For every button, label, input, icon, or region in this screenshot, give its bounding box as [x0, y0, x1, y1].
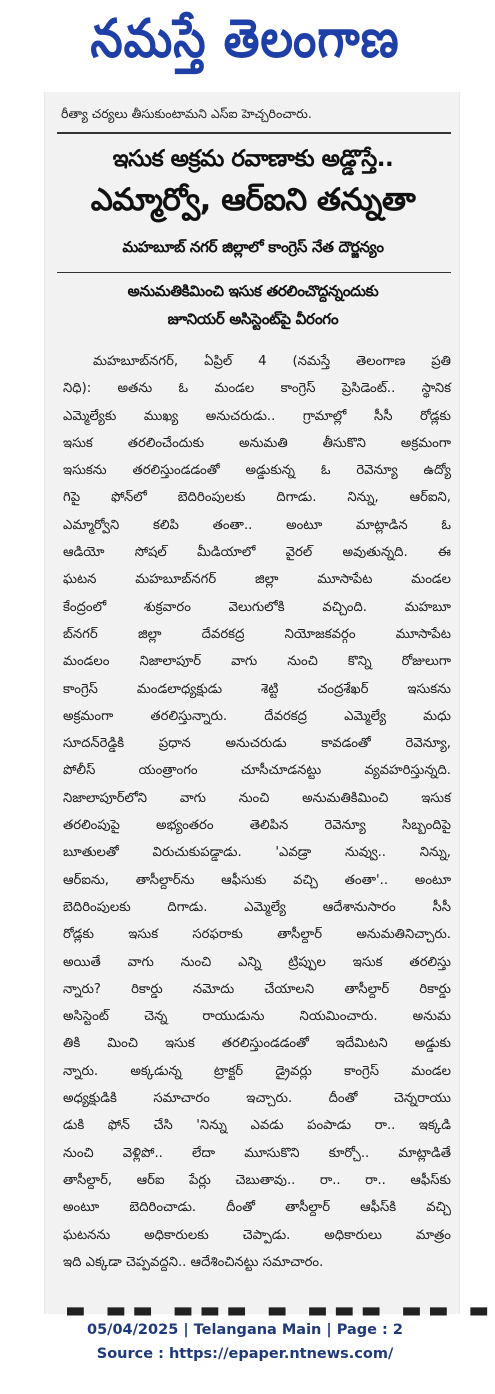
article-body-line: మహబూబ్‌నగర్, ఏప్రిల్ 4 (నమస్తే తెలంగాణ ప్రతి [93, 354, 451, 369]
article-body-line: డుకి ఫోన్ చేసి 'నిన్ను ఎవడు పంపాడు రా.. ఇక్కడి [63, 1118, 451, 1134]
article-body-line: న్నారు. అక్కడున్న ట్రాక్టర్ డ్రైవర్లు కాంగ్రెస్ మండల [63, 1063, 451, 1079]
page-footer [0, 1318, 490, 1366]
article-body-line: తికి మించి ఇసుక తరలిస్తుండడంతో ఇదేమిటని అడ్డుకు [63, 1036, 451, 1052]
subheadline-rule [57, 272, 451, 273]
article-body-line: ఎమ్మార్వోని కలిపి తంతా.. అంటూ మాట్లాడిన ఓ [63, 517, 451, 533]
article-body-line: అంటూ బెదిరించాడు. దీంతో తాసీల్దార్ ఆఫీస్‌కి వచ్చి [63, 1200, 451, 1216]
article-body-line: ఘటన మహబూబ్‌నగర్ జిల్లా మూసాపేట మండల [63, 572, 451, 588]
article-body-line: నిధి): అతను ఓ మండల కాంగ్రెస్ ప్రెసిడెంట్.. స్థానిక [63, 381, 451, 397]
article-body-line: కాంగ్రెస్ మండలాధ్యక్షుడు శెట్టి చంద్రశేఖర్ ఇసుకను [63, 681, 451, 697]
article-body-line: పోలీస్ యంత్రాంగం చూసీచూడనట్టు వ్యవహరిస్తున్నది. [63, 763, 451, 779]
article-body-line: ఘటనను అధికారులకు చెప్పాడు. అధికారులు మాత్రం [63, 1227, 451, 1243]
news-clipping [44, 92, 495, 1323]
article-body-line: నుంచి వెళ్లిపో.. లేదా మూసుకొని కూర్చో.. మాట్లాడితే [63, 1145, 451, 1161]
article-body-line: ఆర్ఐను, తాసీల్దార్‌ను ఆఫీసుకు వచ్చి తంతా'.. అంటూ [63, 872, 451, 888]
article-body-line: అయితే వాగు నుంచి ఎన్ని ట్రిప్పుల ఇసుక తరలిస్తు [63, 954, 451, 970]
article-body-line: సూదన్‌రెడ్డికి ప్రధాన అనుచరుడు కావడంతో రెవెన్యూ, [63, 736, 451, 752]
source-link[interactable]: Source : https://epaper.ntnews.com/ [96, 1346, 394, 1362]
article-body-line: నిజాలాపూర్‌లోని వాగు నుంచి అనుమతికిమించి ఇసుక [63, 790, 451, 806]
article-body-line: తాసీల్దార్, ఆర్ఐ పేర్లు చెబుతావు.. రా.. రా.. ఆఫీస్‌కు [63, 1172, 451, 1188]
article-body-line: అధ్యక్షుడికి సమాచారం ఇచ్చారు. దీంతో చెన్నరాయు [63, 1091, 451, 1107]
article-body-line: ఇది ఎక్కడా చెప్పవద్దని.. ఆదేశించినట్టు సమాచారం. [63, 1254, 324, 1270]
article-body-line: బెదిరింపులకు దిగాడు. ఎమ్మెల్యే ఆదేశానుసారం సీసీ [63, 899, 451, 915]
article-body-line: ఎమ్మెల్యేకు ముఖ్య అనుచరుడు.. గ్రామాల్లో సీసీ రోడ్లకు [63, 408, 451, 424]
newspaper-logo: నమస్తే తెలంగాణ [90, 7, 400, 70]
article-body-line: ఆడియో సోషల్ మీడియాలో వైరల్ అవుతున్నది. ఈ [63, 545, 451, 561]
previous-article-last-line: రీత్యా చర్యలు తీసుకుంటామని ఎస్ఐ హెచ్చరించారు. [61, 106, 312, 121]
headline-kicker: ఇసుక అక్రమ రవాణాకు అడ్డొస్తే.. [112, 146, 394, 172]
article-body-line: బ్‌నగర్ జిల్లా దేవరకద్ర నియోజకవర్గం మూసాపేట [63, 626, 451, 642]
article-body-line: బూతులతో విరుచుకుపడ్డాడు. 'ఎవడ్రా నువ్వు.. నిన్ను, [63, 845, 451, 861]
masthead [0, 0, 490, 90]
article-body-line: గిపై ఫోన్‌లో బెదిరింపులకు దిగాడు. నిన్ను, ఆర్ఐని, [63, 490, 451, 506]
article-body-line: న్నారు? రికార్డు నమోదు చేయాలని తాసీల్దార్ రికార్డు [63, 981, 451, 997]
edition-info: 05/04/2025 | Telangana Main | Page : 2 [86, 1322, 403, 1338]
subheadline: మహబూబ్ నగర్ జిల్లాలో కాంగ్రెస్ నేత దౌర్జన్యం [122, 238, 384, 256]
next-article-cut-edge: ▬ ▬▬ ▬▬▬ ▬ ▬▬▬ ▬▬ ▬ [65, 1298, 495, 1323]
headline-main: ఎమ్మార్వో, ఆర్ఐని తన్నుతా [90, 182, 416, 218]
article-body-line: అసిస్టెంట్ చెన్న రాయుడును నియమించారు. అనుమ [63, 1009, 451, 1025]
subheadline-secondary-2: జూనియర్ అసిస్టెంట్‌పై వీరంగం [167, 310, 339, 328]
separator-rule [57, 132, 451, 134]
article-body-line: రోడ్లకు ఇసుక సరఫరాకు తాసీల్దార్ అనుమతినిచ్చారు. [63, 927, 451, 943]
article-body-line: మండలం నిజాలాపూర్ వాగు నుంచి కొన్ని రోజులుగా [63, 654, 451, 670]
article-body-line: అక్రమంగా తరలిస్తున్నారు. దేవరకద్ర ఎమ్మెల్యే మధు [63, 708, 451, 724]
article-body-line: ఇసుకను తరలిస్తుండడంతో అడ్డుకున్న ఓ రెవెన్యూ ఉద్యో [63, 463, 451, 479]
subheadline-secondary-1: అనుమతికిమించి ఇసుక తరలించొద్దన్నందుకు [127, 282, 379, 300]
article-body-line: తరలింపుపై అభ్యంతరం తెలిపిన రెవెన్యూ సిబ్బందిపై [63, 818, 451, 834]
article-body-line: ఇసుక తరలించేందుకు అనుమతి తీసుకొని అక్రమంగా [63, 435, 451, 451]
article-body-line: కేంద్రంలో శుక్రవారం వెలుగులోకి వచ్చింది. మహబూ [63, 599, 451, 615]
article-body [63, 348, 451, 1276]
